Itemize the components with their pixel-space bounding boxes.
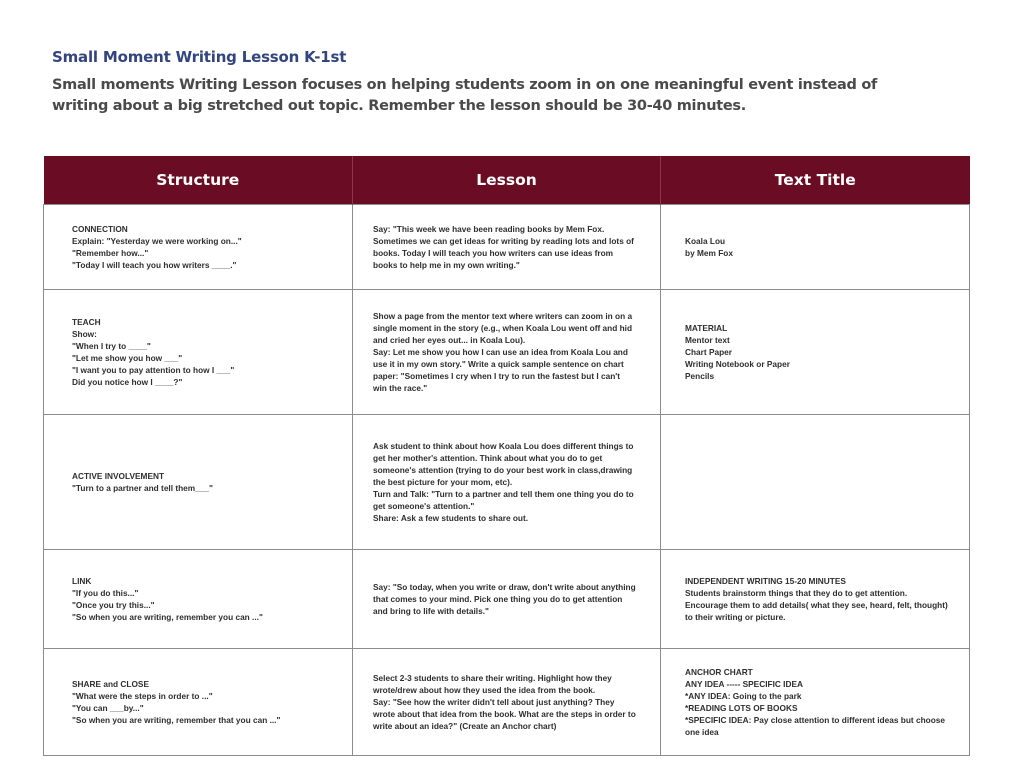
structure-line: ACTIVE INVOLVEMENT [72,471,165,481]
lesson-line: Say: "See how the writer didn't tell about just anything? They wrote about that idea from the book. What are the steps in order to write about an idea?" (Create an Anchor chart) [373,697,639,731]
text-title-cell [661,290,970,415]
text-title-line: *SPECIFIC IDEA: Pay close attention to different ideas but choose one idea [685,715,948,737]
lesson-line: Show a page from the mentor text where writers can zoom in on a single moment in the story (e.g., when Koala Lou went off and hid and cried her eyes out... in Koala Lou). [373,311,635,345]
structure-line: "You can ___by..." [72,703,144,713]
text-title-cell [661,415,970,550]
structure-line: TEACH [72,317,101,327]
structure-line: "Remember how..." [72,248,149,258]
text-title-line: Koala Lou [685,236,726,246]
table-header-row [44,156,970,205]
text-title-cell [661,550,970,649]
structure-line: "Turn to a partner and tell them___" [72,483,213,493]
lesson-plan-table [43,156,970,756]
page-title: Small Moment Writing Lesson K-1st [52,48,347,66]
text-title-line: INDEPENDENT WRITING 15-20 MINUTES [685,576,846,586]
text-title-line: Pencils [685,371,715,381]
structure-line: "So when you are writing, remember you can ..." [72,612,263,622]
table-row [44,415,970,550]
text-title-line: Chart Paper [685,347,733,357]
text-title-line: Students brainstorm things that they do to get attention. Encourage them to add details( what they see, heard, felt, thought) to their writing or picture. [685,588,951,622]
structure-cell [44,415,353,550]
lesson-line: Share: Ask a few students to share out. [373,513,529,523]
header-lesson: Lesson [353,156,661,205]
structure-cell [44,205,353,290]
text-title-line: MATERIAL [685,323,728,333]
lesson-cell [353,205,661,290]
structure-line: "I want you to pay attention to how I ___" [72,365,235,375]
lesson-cell [353,415,661,550]
table-row [44,205,970,290]
structure-line: "Let me show you how ___" [72,353,183,363]
structure-line: Explain: "Yesterday we were working on..." [72,236,242,246]
table-row [44,290,970,415]
text-title-line: Mentor text [685,335,730,345]
structure-cell [44,649,353,756]
structure-cell [44,550,353,649]
structure-line: "So when you are writing, remember that you can ..." [72,715,281,725]
text-title-line: *ANY IDEA: Going to the park [685,691,802,701]
structure-line: Did you notice how I ____?" [72,377,183,387]
structure-line: "When I try to ____" [72,341,151,351]
lesson-line: Turn and Talk: "Turn to a partner and tell them one thing you do to get someone's attention." [373,489,636,511]
text-title-line: by Mem Fox [685,248,733,258]
structure-line: Show: [72,329,97,339]
header-text-title: Text Title [661,156,970,205]
text-title-line: Writing Notebook or Paper [685,359,790,369]
table-row [44,550,970,649]
structure-line: "Today I will teach you how writers ____." [72,260,237,270]
text-title-cell [661,205,970,290]
text-title-cell [661,649,970,756]
lesson-line: Select 2-3 students to share their writing. Highlight how they wrote/drew about how they used the idea from the book. [373,673,615,695]
structure-line: LINK [72,576,92,586]
lesson-line: Ask student to think about how Koala Lou does different things to get her mother's attention. Think about what you do to get someone's attention (trying to do your best work in class,drawing the best picture for your mom, etc). [373,441,636,487]
text-title-line: *READING LOTS OF BOOKS [685,703,798,713]
intro-paragraph: Small moments Writing Lesson focuses on helping students zoom in on one meaningful event instead of writing about a big stretched out topic. Remember the lesson should be 30-40 minutes. [52,77,878,114]
structure-line: CONNECTION [72,224,128,234]
text-title-line: ANCHOR CHART [685,667,753,677]
structure-cell [44,290,353,415]
text-title-line: ANY IDEA ----- SPECIFIC IDEA [685,679,804,689]
table-row [44,649,970,756]
lesson-line: Say: Let me show you how I can use an idea from Koala Lou and use it in my own story." Write a quick sample sentence on chart paper: "Sometimes I cry when I try to run the fastest but I can't win the race." [373,347,631,393]
lesson-cell [353,550,661,649]
structure-line: "If you do this..." [72,588,139,598]
lesson-line: Say: "This week we have been reading books by Mem Fox. Sometimes we can get ideas for writing by reading lots and lots of books. Today I will teach you how writers can use ideas from books to help me in my own writing." [373,224,637,270]
lesson-line: Say: "So today, when you write or draw, don't write about anything that comes to your mind. Pick one thing you do to get attention and bring to life with details." [373,582,638,616]
structure-line: "What were the steps in order to ..." [72,691,213,701]
lesson-cell [353,290,661,415]
header-structure: Structure [44,156,353,205]
structure-line: SHARE and CLOSE [72,679,149,689]
lesson-cell [353,649,661,756]
structure-line: "Once you try this..." [72,600,155,610]
